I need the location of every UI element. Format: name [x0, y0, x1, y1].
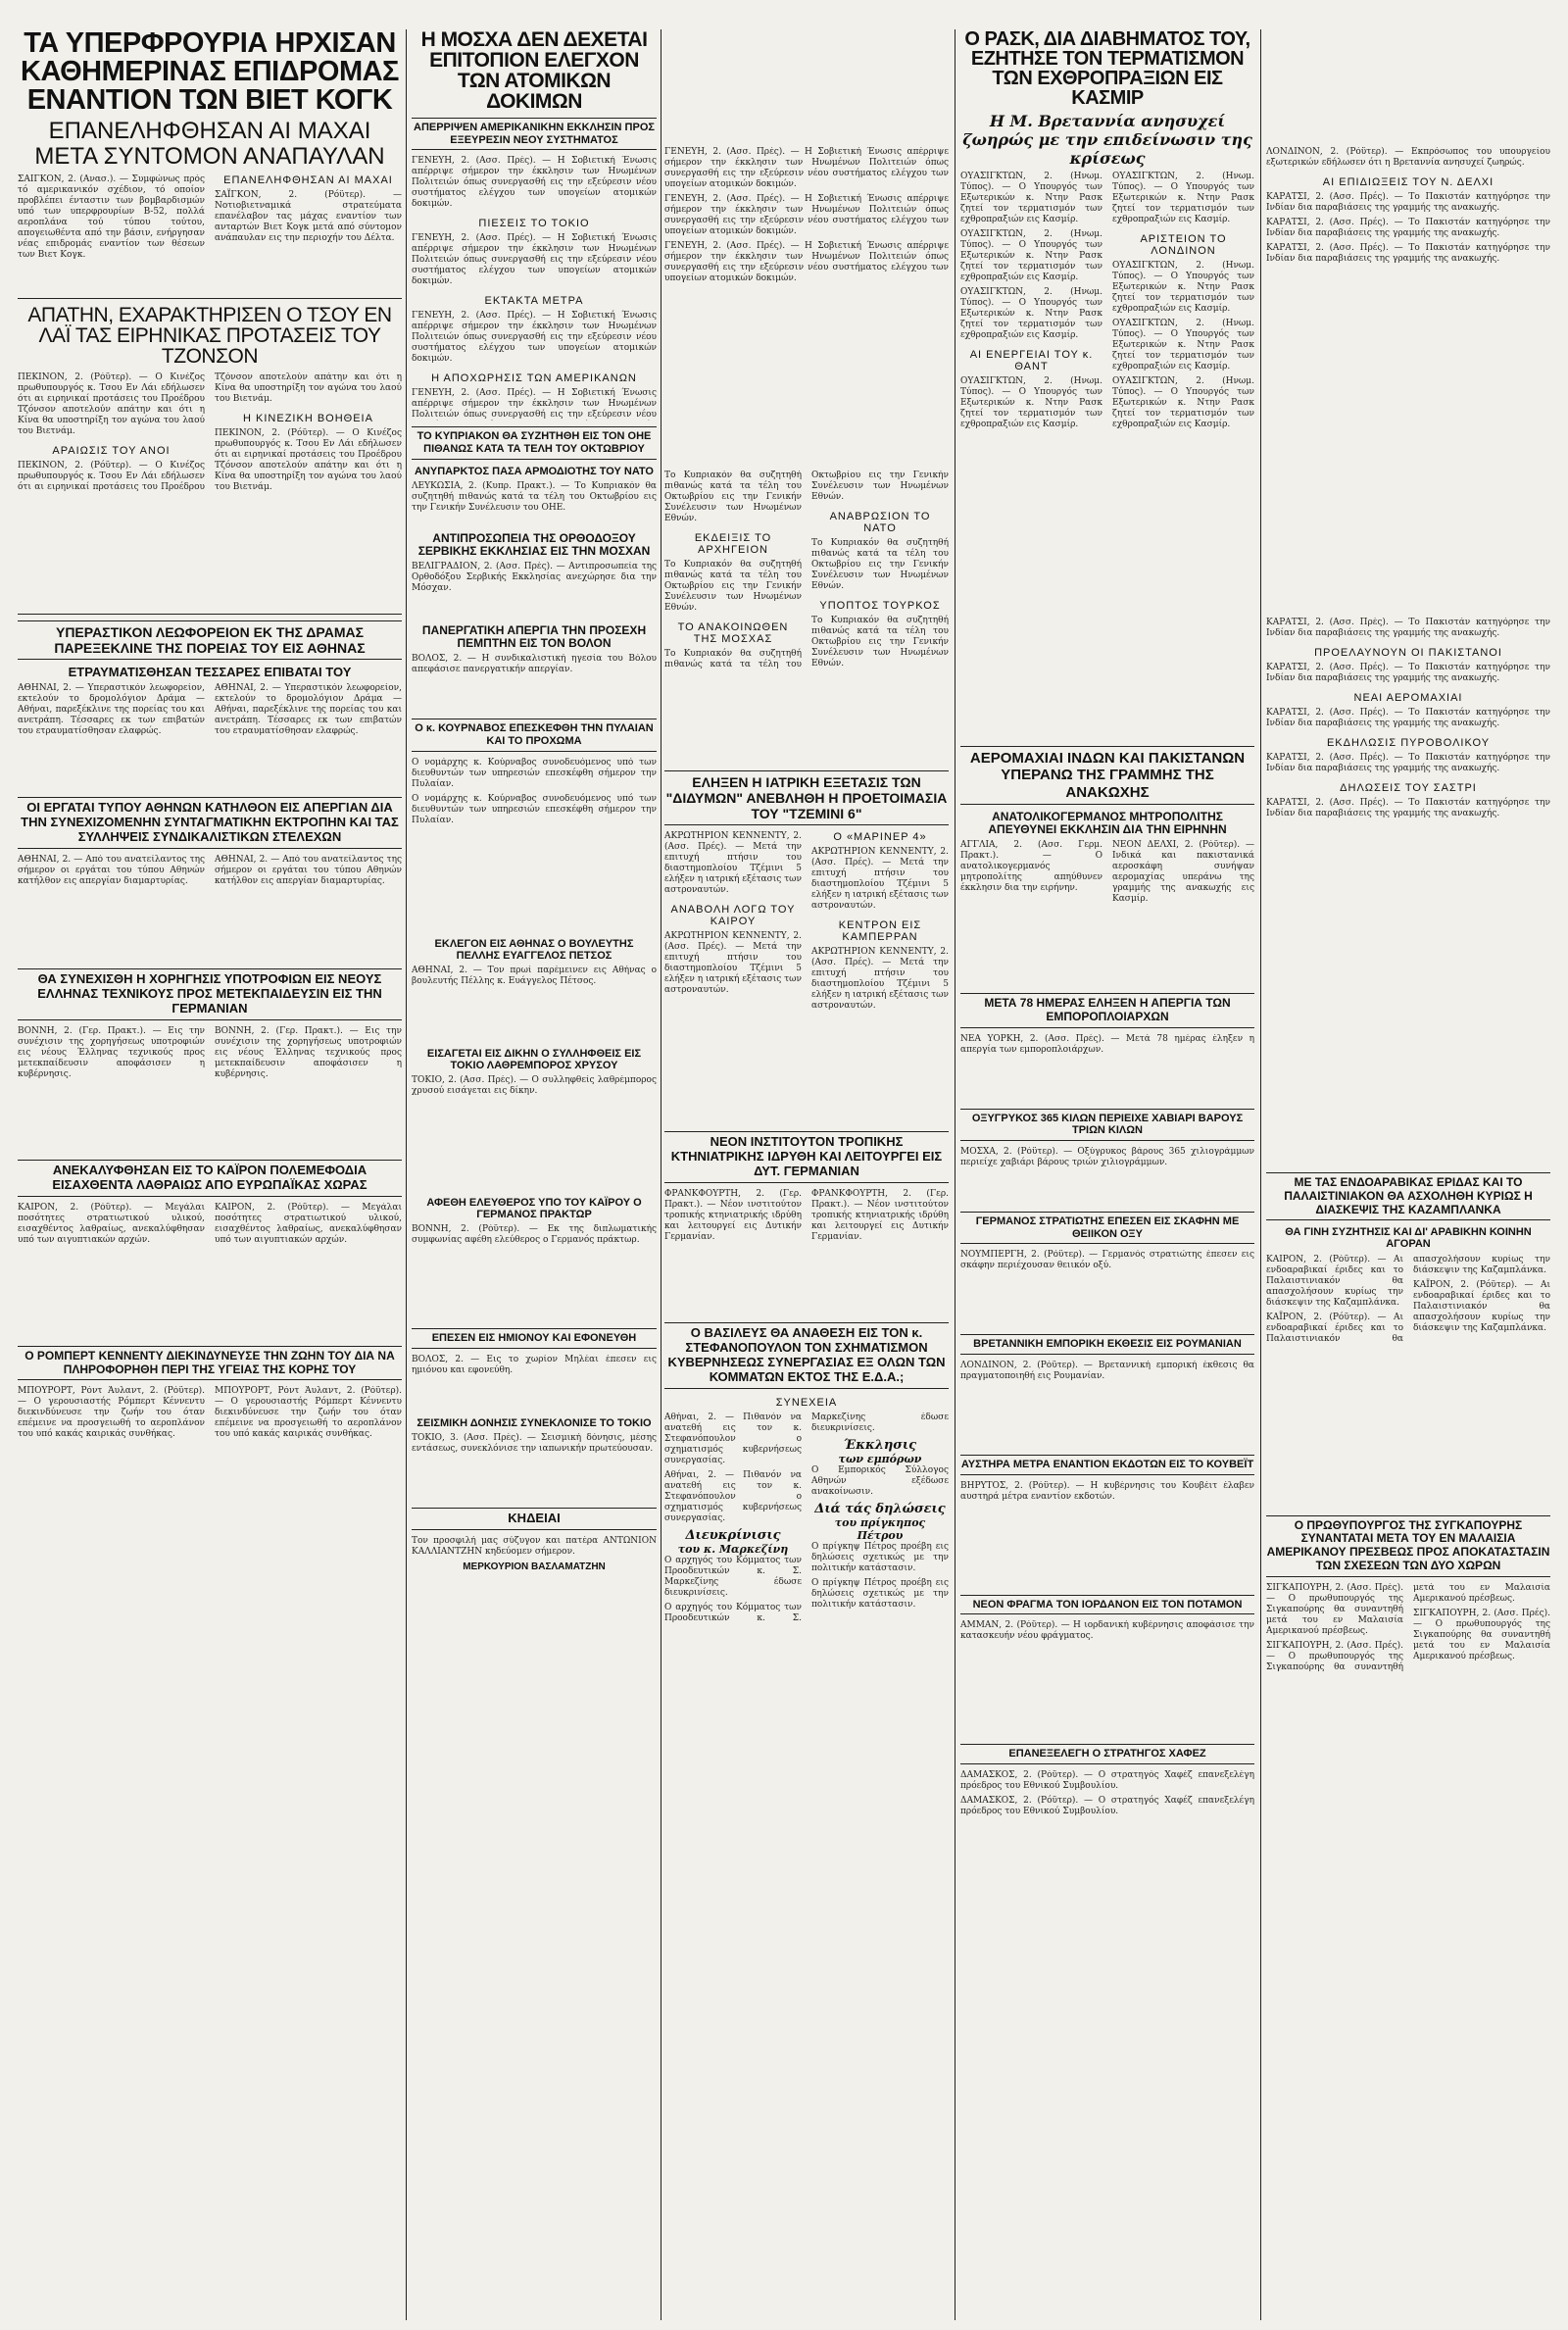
seismic-headline: ΣΕΙΣΜΙΚΗ ΔΟΝΗΣΙΣ ΣΥΝΕΚΛΟΝΙΣΕ ΤΟ ΤΟΚΙΟ [416, 1416, 652, 1429]
markezinis-subtitle: του κ. Μαρκεζίνη [677, 1542, 789, 1556]
markezinis-title: Διευκρίνισις [685, 1527, 781, 1543]
article-body: ΝΕΑ ΥΟΡΚΗ, 2. (Ασσ. Πρές). — Μετά 78 ημέρας έληξεν η απεργία των εμποροπλοιάρχων. [960, 1033, 1254, 1055]
article-body: ΜΟΣΧΑ, 2. (Ρόϋτερ). — Οξύγρυκος βάρους 365 χιλιογράμμων περιείχε χαβιάρι βάρους τριών χιλιογράμμων. [960, 1147, 1254, 1167]
petsos-headline: ΕΚΛΕΓΟΝ ΕΙΣ ΑΘΗΝΑΣ Ο ΒΟΥΛΕΥΤΗΣ ΠΕΛΛΗΣ ΕΥΑΓΓΕΛΟΣ ΠΕΤΣΟΣ [434, 937, 634, 962]
article-body: ΔΑΜΑΣΚΟΣ, 2. (Ρόϋτερ). — Ο στρατηγός Χαφέζ επανεξελέγη πρόεδρος του Εθνικού Συμβουλίου. [960, 1795, 1254, 1816]
rusk-subheadline: Η Μ. Βρεταννία ανησυχεί ζωηρώς με την επιδείνωσιν της κρίσεως [962, 112, 1252, 168]
section-kicker: ΕΚΤΑΚΤΑ ΜΕΤΡΑ [484, 295, 584, 308]
arab-headline: ΜΕ ΤΑΣ ΕΝΔΟΑΡΑΒΙΚΑΣ ΕΡΙΔΑΣ ΚΑΙ ΤΟ ΠΑΛΑΙΣΤΙΝΙΑΚΟΝ ΘΑ ΑΣΧΟΛΗΘΗ ΚΥΡΙΩΣ Η ΔΙΑΣΚΕΨΙΣ ΤΗΣ ΚΑΖΑΜΠΛΑΝΚΑ [1266, 1172, 1550, 1220]
section-kicker: ΑΝΑΒΡΩΣΙΟΝ ΤΟ ΝΑΤΟ [829, 511, 931, 534]
article-body: ΒΟΝΝΗ, 2. (Ρόϋτερ). — Εκ της διπλωματικής συμφωνίας αφέθη ελεύθερος ο Γερμανός πράκτωρ. [412, 1224, 657, 1246]
article-body: ΣΙΓΚΑΠΟΥΡΗ, 2. (Ασσ. Πρές). — Ο πρωθυπουργός της Σιγκαπούρης θα συναντηθή μετά του εν Μαλαισία Αμερικανού πρέσβεως. [1413, 1608, 1550, 1661]
released-headline: ΑΦΕΘΗ ΕΛΕΥΘΕΡΟΣ ΥΠΟ ΤΟΥ ΚΑΪΡΟΥ Ο ΓΕΡΜΑΝΟΣ ΠΡΑΚΤΩΡ [426, 1197, 642, 1221]
section-kicker: ΑΙ ΕΠΙΔΙΩΞΕΙΣ ΤΟΥ Ν. ΔΕΛΧΙ [1322, 176, 1494, 188]
article-body: ΤΟΚΙΟ, 2. (Ασσ. Πρές). — Ο συλληφθείς λαθρέμπορος χρυσού εισάγεται εις δίκην. [412, 1075, 657, 1097]
article-body: ΜΠΟΥΡΟΡΤ, Ρόντ Άυλαντ, 2. (Ρόϋτερ). — Ο γερουσιαστής Ρόμπερτ Κέννεντυ διεκινδύνευσε την ζωήν του όταν επέμεινε να προσγειωθή το αεροπλάνον του υπό κακάς καιρικάς συνθήκας. [215, 1386, 402, 1440]
article-body: Τον προσφιλή μας σύζυγον και πατέρα ΑΝΤΩΝΙΟΝ ΚΑΛΛΙΑΝΤΖΗΝ κηδεύομεν σήμερον. [412, 1535, 657, 1557]
article-body: Το Κυπριακόν θα συζητηθή πιθανώς κατά τα τέλη του Οκτωβρίου εις την Γενικήν Συνέλευσιν των Ηνωμένων Εθνών. [664, 471, 949, 669]
section-kicker: ΑΡΙΣΤΕΙΟΝ ΤΟ ΛΟΝΔΙΝΟΝ [1140, 233, 1227, 257]
caviar-headline: ΟΞΥΓΡΥΚΟΣ 365 ΚΙΛΩΝ ΠΕΡΙΕΙΧΕ ΧΑΒΙΑΡΙ ΒΑΡΟΥΣ ΤΡΙΩΝ ΚΙΛΩΝ [960, 1109, 1254, 1141]
cairo-headline: ΑΝΕΚΑΛΥΦΘΗΣΑΝ ΕΙΣ ΤΟ ΚΑΪΡΟΝ ΠΟΛΕΜΕΦΟΔΙΑ ΕΙΣΑΧΘΕΝΤΑ ΛΑΘΡΑΙΩΣ ΑΠΟ ΕΥΡΩΠΑΪΚΑΣ ΧΩΡΑΣ [18, 1160, 402, 1197]
article-body: ΠΕΚΙΝΟΝ, 2. (Ρόϋτερ). — Ο Κινέζος πρωθυπουργός κ. Τσου Εν Λάι εδήλωσεν ότι αι ειρηνικαί προτάσεις του Προέδρου Τζόνσον αποτελούν απάτην και ότι η Κίνα θα υποστηρίξη τον αγώνα του λαού του Βιετνάμ. [18, 372, 205, 436]
article-body: ΟΥΑΣΙΓΚΤΩΝ, 2. (Ηνωμ. Τύπος). — Ο Υπουργός των Εξωτερικών κ. Ντην Ρασκ ζητεί τον τερματισμόν των εχθροπραξιών εις Κασμίρ. [1112, 319, 1254, 372]
article-body: ΑΚΡΩΤΗΡΙΟΝ ΚΕΝΝΕΝΤΥ, 2. (Ασσ. Πρές). — Μετά την επιτυχή πτήσιν του διαστημοπλοίου Τζέμινι 5 ελήξεν η ιατρική εξέτασις των αστροναυτών. [664, 831, 802, 896]
article-body: ΟΥΑΣΙΓΚΤΩΝ, 2. (Ηνωμ. Τύπος). — Ο Υπουργός των Εξωτερικών κ. Ντην Ρασκ ζητεί τον τερματισμόν των εχθροπραξιών εις Κασμίρ. [960, 229, 1102, 282]
article-body: ΝΕΟΝ ΔΕΛΧΙ, 2. (Ρόϋτερ). — Ινδικά και πακιστανικά αεροσκάφη συνήψαν αερομαχίας υπεράνω της γραμμής της ανακωχής εις Κασμίρ. [1112, 840, 1254, 905]
section-kicker: ΔΗΛΩΣΕΙΣ ΤΟΥ ΣΑΣΤΡΙ [1340, 782, 1477, 794]
article-body: ΚΑΪΡΟΝ, 2. (Ρόϋτερ). — Μεγάλαι ποσότητες στρατιωτικού υλικού, εισαχθέντος λαθραίως, ανεκαλύφθησαν υπό των αιγυπτιακών αρχών. [215, 1202, 402, 1245]
article-body: ΓΕΝΕΥΗ, 2. (Ασσ. Πρές). — Η Σοβιετική Ένωσις απέρριψε σήμερον την έκκλησιν των Ηνωμένων Πολιτειών όπως συνεργασθή εις την εξεύρεσιν νέου συστήματος ελέγχου των υπογείων ατομικών δοκιμών. [664, 194, 949, 236]
article-body: ΑΜΜΑΝ, 2. (Ρόϋτερ). — Η ιορδανική κυβέρνησις αποφάσισε την κατασκευήν νέου φράγματος. [960, 1620, 1254, 1642]
traders-subtitle: των εμπόρων [838, 1452, 922, 1465]
mosca-subheadline: ΑΠΕΡΡΙΨΕΝ ΑΜΕΡΙΚΑΝΙΚΗΝ ΕΚΚΛΗΣΙΝ ΠΡΟΣ ΕΞΕΥΡΕΣΙΝ ΝΕΟΥ ΣΥΣΤΗΜΑΤΟΣ [412, 118, 657, 150]
article-body: ΓΕΝΕΥΗ, 2. (Ασσ. Πρές). — Η Σοβιετική Ένωσις απέρριψε σήμερον την έκκλησιν των Ηνωμένων Πολιτειών όπως συνεργασθή εις την εξεύρεσιν νέου [412, 388, 657, 421]
article-body: ΒΟΛΟΣ, 2. — Η συνδικαλιστική ηγεσία του Βόλου απεφάσισε πανεργατικήν απεργίαν. [412, 654, 657, 675]
article-body: ΣΙΓΚΑΠΟΥΡΗ, 2. (Ασσ. Πρές). — Ο πρωθυπουργός της Σιγκαπούρης θα συναντηθή μετά του εν Μαλαισία Αμερικανού πρέσβεως. [1266, 1582, 1403, 1636]
article-body: ΚΑΪΡΟΝ, 2. (Ρόϋτερ). — Αι ενδοαραβικαί έριδες και το Παλαιστινιακόν θα απασχολήσουν κυρίως την διάσκεψιν της Καζαμπλάνκα. [1413, 1279, 1550, 1333]
column-rule [955, 29, 956, 2320]
article-body: ΑΚΡΩΤΗΡΙΟΝ ΚΕΝΝΕΝΤΥ, 2. (Ασσ. Πρές). — Μετά την επιτυχή πτήσιν του διαστημοπλοίου Τζέμινι 5 ελήξεν η ιατρική εξέτασις των αστροναυτών. [811, 947, 949, 1012]
article-body: ΚΑΡΑΤΣΙ, 2. (Ασσ. Πρές). — Το Πακιστάν κατηγόρησε την Ινδίαν δια παραβιάσεις της γραμμής της ανακωχής. [1266, 192, 1550, 213]
article-body: Ο αρχηγός του Κόμματος των Προοδευτικών κ. Σ. Μαρκεζίνης έδωσε διευκρινίσεις. [664, 1412, 949, 1623]
funeral-name: ΜΕΡΚΟΥΡΙΟΝ ΒΑΣΛΑΜΑΤΖΗΝ [463, 1561, 606, 1572]
column-rule [406, 29, 407, 2320]
section-kicker: ΕΚΔΗΛΩΣΙΣ ΠΥΡΟΒΟΛΙΚΟΥ [1326, 737, 1491, 749]
article-body: ΟΥΑΣΙΓΚΤΩΝ, 2. (Ηνωμ. Τύπος). — Ο Υπουργός των Εξωτερικών κ. Ντην Ρασκ ζητεί τον τερματισμόν των εχθροπραξιών εις Κασμίρ. [1112, 261, 1254, 314]
column-2 [412, 29, 657, 2320]
article-body: ΚΑΪΡΟΝ, 2. (Ρόϋτερ). — Αι ενδοαραβικαί έριδες και το Παλαιστινιακόν θα απασχολήσουν κυρίως την διάσκεψιν της Καζαμπλάνκα. [1266, 1254, 1403, 1308]
article-body: Το Κυπριακόν θα συζητηθή πιθανώς κατά τα τέλη του Οκτωβρίου εις την Γενικήν Συνέλευσιν των Ηνωμένων Εθνών. [664, 471, 802, 523]
column-4 [960, 29, 1254, 2320]
king-headline: Ο ΒΑΣΙΛΕΥΣ ΘΑ ΑΝΑΘΕΣΗ ΕΙΣ ΤΟΝ κ. ΣΤΕΦΑΝΟΠΟΥΛΟΝ ΤΟΝ ΣΧΗΜΑΤΙΣΜΟΝ ΚΥΒΕΡΝΗΣΕΩΣ ΣΥΝΕΡΓΑΣΙΑΣ ΕΞ ΟΛΩΝ ΤΩΝ ΚΟΜΜΑΤΩΝ ΕΚΤΟΣ ΤΗΣ Ε.Δ.Α.; [664, 1322, 949, 1389]
article-body: ΚΑΪΡΟΝ, 2. (Ρόϋτερ). — Μεγάλαι ποσότητες στρατιωτικού υλικού, εισαχθέντος λαθραίως, ανεκαλύφθησαν υπό των αιγυπτιακών αρχών. [18, 1202, 205, 1245]
article-body: ΠΕΚΙΝΟΝ, 2. (Ρόϋτερ). — Ο Κινέζος πρωθυπουργός κ. Τσου Εν Λάι εδήλωσεν ότι αι ειρηνικαί προτάσεις του Προέδρου Τζόνσον αποτελούν απάτην και ότι η Κίνα θα υποστηρίξη τον αγώνα του λαού του Βιετνάμ. [18, 372, 402, 492]
lead-subheadline: ΕΠΑΝΕΛΗΦΘΗΣΑΝ ΑΙ ΜΑΧΑΙ ΜΕΤΑ ΣΥΝΤΟΜΟΝ ΑΝΑΠΑΥΛΑΝ [34, 118, 385, 171]
section-kicker: ΠΡΟΕΛΑΥΝΟΥΝ ΟΙ ΠΑΚΙΣΤΑΝΟΙ [1314, 647, 1502, 659]
article-body: ΣΑΪΓΚΟΝ, 2. (Ρόϋτερ). — Νοτιοβιετναμικά στρατεύματα επανέλαβον τας μάχας εναντίον των ανταρτών Βιετ Κογκ μετά από σύντομον ανάπαυλαν εις την περιοχήν του Δέλτα. [215, 189, 402, 243]
column-5 [1266, 29, 1550, 2320]
lead-headline: ΤΑ ΥΠΕΡΦΡΟΥΡΙΑ ΗΡΧΙΣΑΝ ΚΑΘΗΜΕΡΙΝΑΣ ΕΠΙΔΡΟΜΑΣ ΕΝΑΝΤΙΟΝ ΤΩΝ ΒΙΕΤ ΚΟΓΚ [21, 27, 399, 116]
article-body: Ο νομάρχης κ. Κούρναβος συνοδευόμενος υπό των διευθυντών των υπηρεσιών επεσκέφθη σήμερον την Πυλαίαν. [412, 757, 657, 789]
article-body: ΟΥΑΣΙΓΚΤΩΝ, 2. (Ηνωμ. Τύπος). — Ο Υπουργός των Εξωτερικών κ. Ντην Ρασκ ζητεί τον τερματισμόν των εχθροπραξιών εις Κασμίρ. [960, 172, 1102, 224]
mosca-headline: Η ΜΟΣΧΑ ΔΕΝ ΔΕΧΕΤΑΙ ΕΠΙΤΟΠΙΟΝ ΕΛΕΓΧΟΝ ΤΩΝ ΑΤΟΜΙΚΩΝ ΔΟΚΙΜΩΝ [420, 28, 648, 113]
article-body: Το Κυπριακόν θα συζητηθή πιθανώς κατά τα τέλη του Οκτωβρίου εις την Γενικήν Συνέλευσιν των Ηνωμένων Εθνών. [811, 538, 949, 591]
article-body: ΛΟΝΔΙΝΟΝ, 2. (Ρόϋτερ). — Βρεταννική εμπορική έκθεσις θα πραγματοποιηθή εις Ρουμανίαν. [960, 1360, 1254, 1381]
article-body: ΟΥΑΣΙΓΚΤΩΝ, 2. (Ηνωμ. Τύπος). — Ο Υπουργός των Εξωτερικών κ. Ντην Ρασκ ζητεί τον τερματισμόν των εχθροπραξιών εις Κασμίρ. [1112, 172, 1254, 224]
kuwait-headline: ΑΥΣΤΗΡΑ ΜΕΤΡΑ ΕΝΑΝΤΙΟΝ ΕΚΔΟΤΩΝ ΕΙΣ ΤΟ ΚΟΥΒΕΪΤ [960, 1455, 1254, 1475]
article-body: ΚΑΪΡΟΝ, 2. (Ρόϋτερ). — Αι ενδοαραβικαί έριδες και το Παλαιστινιακόν θα απασχολήσουν κυρίως την διάσκεψιν της Καζαμπλάνκα. [1266, 1254, 1550, 1344]
bus-headline: ΥΠΕΡΑΣΤΙΚΟΝ ΛΕΩΦΟΡΕΙΟΝ ΕΚ ΤΗΣ ΔΡΑΜΑΣ ΠΑΡΕΞΕΚΛΙΝΕ ΤΗΣ ΠΟΡΕΙΑΣ ΤΟΥ ΕΙΣ ΑΘΗΝΑΣ [18, 620, 402, 660]
article-body: ΛΟΝΔΙΝΟΝ, 2. (Ρόϋτερ). — Εκπρόσωπος του υπουργείου εξωτερικών εδήλωσεν ότι η Βρεταννία ανησυχεί ζωηρώς. [1266, 147, 1550, 168]
article-body: Το Κυπριακόν θα συζητηθή πιθανώς κατά τα τέλη του Οκτωβρίου εις την Γενικήν Συνέλευσιν των Ηνωμένων Εθνών. [664, 560, 802, 613]
article-body: ΚΑΡΑΤΣΙ, 2. (Ασσ. Πρές). — Το Πακιστάν κατηγόρησε την Ινδίαν δια παραβιάσεις της γραμμής της ανακωχής. [1266, 218, 1550, 238]
article-body: ΓΕΝΕΥΗ, 2. (Ασσ. Πρές). — Η Σοβιετική Ένωσις απέρριψε σήμερον την έκκλησιν των Ηνωμένων Πολιτειών όπως συνεργασθή εις την εξεύρεσιν νέου συστήματος ελέγχου των υπογείων ατομικών δοκιμών. [412, 233, 657, 287]
arab-subheadline: ΘΑ ΓΙΝΗ ΣΥΖΗΤΗΣΙΣ ΚΑΙ ΔΙ' ΑΡΑΒΙΚΗΝ ΚΟΙΝΗΝ ΑΓΟΡΑΝ [1285, 1226, 1532, 1251]
section-kicker: ΤΟ ΑΝΑΚΟΙΝΩΘΕΝ ΤΗΣ ΜΟΣΧΑΣ [677, 621, 789, 645]
section-kicker: Ο «ΜΑΡΙΝΕΡ 4» [833, 831, 927, 844]
rusk-headline: Ο ΡΑΣΚ, ΔΙΑ ΔΙΑΒΗΜΑΤΟΣ ΤΟΥ, ΕΖΗΤΗΣΕ ΤΟΝ ΤΕΡΜΑΤΙΣΜΟΝ ΤΩΝ ΕΧΘΡΟΠΡΑΞΙΩΝ ΕΙΣ ΚΑΣΜΙΡ [964, 28, 1250, 109]
article-body: Αθήναι, 2. — Πιθανόν να ανατεθή εις τον κ. Στεφανόπουλον ο σχηματισμός κυβερνήσεως συνεργασίας. [664, 1412, 802, 1465]
section-kicker: ΑΙ ΕΝΕΡΓΕΙΑΙ ΤΟΥ κ. ΘΑΝΤ [969, 349, 1094, 372]
article-body: ΒΟΛΟΣ, 2. — Εις το χωρίον Μηλέαι έπεσεν εις ημιόνου και εφονεύθη. [412, 1354, 657, 1375]
jordan-headline: ΝΕΟΝ ΦΡΑΓΜΑ ΤΟΝ ΙΟΡΔΑΝΟΝ ΕΙΣ ΤΟΝ ΠΟΤΑΜΟΝ [960, 1595, 1254, 1615]
india-headline: ΑΕΡΟΜΑΧΙΑΙ ΙΝΔΩΝ ΚΑΙ ΠΑΚΙΣΤΑΝΩΝ ΥΠΕΡΑΝΩ ΤΗΣ ΓΡΑΜΜΗΣ ΤΗΣ ΑΝΑΚΩΧΗΣ [960, 746, 1254, 805]
ephorate-headline: ΕΠΕΣΕΝ ΕΙΣ ΗΜΙΟΝΟΥ ΚΑΙ ΕΦΟΝΕΥΘΗ [412, 1328, 657, 1349]
section-kicker: ΚΕΝΤΡΟΝ ΕΙΣ ΚΑΜΠΕΡΡΑΝ [838, 919, 922, 944]
article-body: ΑΚΡΩΤΗΡΙΟΝ ΚΕΝΝΕΝΤΥ, 2. (Ασσ. Πρές). — Μετά την επιτυχή πτήσιν του διαστημοπλοίου Τζέμινι 5 ελήξεν η ιατρική εξέτασις των αστροναυτών. [811, 847, 949, 912]
article-body: ΚΑΡΑΤΣΙ, 2. (Ασσ. Πρές). — Το Πακιστάν κατηγόρησε την Ινδίαν δια παραβιάσεις της γραμμής της ανακωχής. [1266, 798, 1550, 818]
section-kicker: ΕΠΑΝΕΛΗΦΘΗΣΑΝ ΑΙ ΜΑΧΑΙ [223, 174, 393, 186]
cyprus-subheadline: ΑΝΥΠΑΡΚΤΟΣ ΠΑΣΑ ΑΡΜΟΔΙΟΤΗΣ ΤΟΥ ΝΑΤΟ [415, 465, 654, 477]
article-body: ΓΕΝΕΥΗ, 2. (Ασσ. Πρές). — Η Σοβιετική Ένωσις απέρριψε σήμερον την έκκλησιν των Ηνωμένων Πολιτειών όπως συνεργασθή εις την εξεύρεσιν νέου συστήματος ελέγχου των υπογείων ατομικών δοκιμών. [412, 156, 657, 210]
workers-headline: ΟΙ ΕΡΓΑΤΑΙ ΤΥΠΟΥ ΑΘΗΝΩΝ ΚΑΤΗΛΘΟΝ ΕΙΣ ΑΠΕΡΓΙΑΝ ΔΙΑ ΤΗΝ ΣΥΝΕΧΙΖΟΜΕΝΗΝ ΣΥΝΤΑΓΜΑΤΙΚΗΝ ΕΚΤΡΟΠΗΝ ΚΑΙ ΤΑΣ ΣΥΛΛΗΨΕΙΣ ΣΥΝΔΙΚΑΛΙΣΤΙΚΩΝ ΣΤΕΛΕΧΩΝ [18, 797, 402, 849]
article-body: Ο νομάρχης κ. Κούρναβος συνοδευόμενος υπό των διευθυντών των υπηρεσιών επεσκέφθη σήμερον την Πυλαίαν. [412, 793, 657, 825]
article-body: ΓΕΝΕΥΗ, 2. (Ασσ. Πρές). — Η Σοβιετική Ένωσις απέρριψε σήμερον την έκκλησιν των Ηνωμένων Πολιτειών όπως συνεργασθή εις την εξεύρεσιν νέου συστήματος ελέγχου των υπογείων ατομικών δοκιμών. [664, 147, 949, 189]
traders-title: Έκκλησις [843, 1437, 917, 1453]
article-body: ΒΟΝΝΗ, 2. (Γερ. Πρακτ.). — Εις την συνέχισιν της χορηγήσεως υποτροφιών εις νέους Έλληνας τεχνικούς προς μετεκπαίδευσιν αποφάσισεν η κυβέρνησις. [215, 1025, 402, 1079]
article-body: ΓΕΝΕΥΗ, 2. (Ασσ. Πρές). — Η Σοβιετική Ένωσις απέρριψε σήμερον την έκκλησιν των Ηνωμένων Πολιτειών όπως συνεργασθή εις την εξεύρεσιν νέου συστήματος ελέγχου των υπογείων ατομικών δοκιμών. [412, 311, 657, 365]
article-body: ΣΙΓΚΑΠΟΥΡΗ, 2. (Ασσ. Πρές). — Ο πρωθυπουργός της Σιγκαπούρης θα συναντηθή μετά του εν Μαλαισία Αμερικανού πρέσβεως. [1266, 1582, 1550, 1672]
article-body: Ο αρχηγός του Κόμματος των Προοδευτικών κ. Σ. Μαρκεζίνης έδωσε διευκρινίσεις. [664, 1555, 802, 1598]
bus-subheadline: ΕΤΡΑΥΜΑΤΙΣΘΗΣΑΝ ΤΕΣΣΑΡΕΣ ΕΠΙΒΑΤΑΙ ΤΟΥ [68, 664, 352, 679]
soldier-headline: ΓΕΡΜΑΝΟΣ ΣΤΡΑΤΙΩΤΗΣ ΕΠΕΣΕΝ ΕΙΣ ΣΚΑΦΗΝ ΜΕ ΘΕΙΙΚΟΝ ΟΞΥ [960, 1212, 1254, 1244]
peter-title: Διά τάς δηλώσεις [814, 1501, 946, 1516]
grants-headline: ΘΑ ΣΥΝΕΧΙΣΘΗ Η ΧΟΡΗΓΗΣΙΣ ΥΠΟΤΡΟΦΙΩΝ ΕΙΣ ΝΕΟΥΣ ΕΛΛΗΝΑΣ ΤΕΧΝΙΚΟΥΣ ΠΡΟΣ ΜΕΤΕΚΠΑΙΔΕΥΣΙΝ ΕΙΣ ΤΗΝ ΓΕΡΜΑΝΙΑΝ [18, 968, 402, 1020]
section-kicker: ΕΚΔΕΙΞΙΣ ΤΟ ΑΡΧΗΓΕΙΟΝ [694, 532, 772, 556]
article-body: ΜΠΟΥΡΟΡΤ, Ρόντ Άυλαντ, 2. (Ρόϋτερ). — Ο γερουσιαστής Ρόμπερτ Κέννεντυ διεκινδύνευσε την ζωήν του όταν επέμεινε να προσγειωθή το αεροπλάνον του υπό κακάς καιρικάς συνθήκας. [18, 1386, 205, 1440]
kennedy-headline: Ο ΡΟΜΠΕΡΤ ΚΕΝΝΕΝΤΥ ΔΙΕΚΙΝΔΥΝΕΥΣΕ ΤΗΝ ΖΩΗΝ ΤΟΥ ΔΙΑ ΝΑ ΠΛΗΡΟΦΟΡΗΘΗ ΠΕΡΙ ΤΗΣ ΥΓΕΙΑΣ ΤΗΣ ΚΟΡΗΣ ΤΟΥ [18, 1346, 402, 1381]
article-body: ΑΘΗΝΑΙ, 2. — Υπεραστικόν λεωφορείον, εκτελούν το δρομολόγιον Δράμα — Αθήναι, παρεξέκλινε της πορείας του και ανετράπη. Τέσσαρες εκ των επιβατών του ετραυματίσθησαν ελαφρώς. [18, 683, 205, 737]
section-kicker: Η ΑΠΟΧΩΡΗΣΙΣ ΤΩΝ ΑΜΕΡΙΚΑΝΩΝ [431, 372, 637, 385]
section-kicker: ΣΥΝΕΧΕΙΑ [775, 1396, 838, 1409]
article-body: ΑΘΗΝΑΙ, 2. — Τον πρωί παρέμεινεν εις Αθήνας ο βουλευτής Πέλλης κ. Ευάγγελος Πέτσος. [412, 965, 657, 986]
strike78-headline: ΜΕΤΑ 78 ΗΜΕΡΑΣ ΕΛΗΞΕΝ Η ΑΠΕΡΓΙΑ ΤΩΝ ΕΜΠΟΡΟΠΛΟΙΑΡΧΩΝ [960, 993, 1254, 1028]
article-body: Αθήναι, 2. — Πιθανόν να ανατεθή εις τον κ. Στεφανόπουλον ο σχηματισμός κυβερνήσεως συνεργασίας. [664, 1469, 802, 1523]
article-body: ΑΘΗΝΑΙ, 2. — Υπεραστικόν λεωφορείον, εκτελούν το δρομολόγιον Δράμα — Αθήναι, παρεξέκλινε της πορείας του και ανετράπη. Τέσσαρες εκ των επιβατών του ετραυματίσθησαν ελαφρώς. [215, 683, 402, 737]
funeral-title: ΚΗΔΕΙΑΙ [412, 1508, 657, 1530]
cyprus-headline: ΤΟ ΚΥΠΡΙΑΚΟΝ ΘΑ ΣΥΖΗΤΗΘΗ ΕΙΣ ΤΟΝ ΟΗΕ ΠΙΘΑΝΩΣ ΚΑΤΑ ΤΑ ΤΕΛΗ ΤΟΥ ΟΚΤΩΒΡΙΟΥ [412, 426, 657, 459]
article-body: ΒΟΝΝΗ, 2. (Γερ. Πρακτ.). — Εις την συνέχισιν της χορηγήσεως υποτροφιών εις νέους Έλληνας τεχνικούς προς μετεκπαίδευσιν αποφάσισεν η κυβέρνησις. [18, 1025, 205, 1079]
section-kicker: ΥΠΟΠΤΟΣ ΤΟΥΡΚΟΣ [819, 600, 941, 612]
article-body: ΝΟΥΜΠΕΡΓΗ, 2. (Ρόϋτερ). — Γερμανός στρατιώτης έπεσεν εις σκάφην περιέχουσαν θειικόν οξύ. [960, 1250, 1254, 1271]
article-body: ΑΘΗΝΑΙ, 2. — Από του ανατείλαντος της σήμερον οι εργάται του τύπου Αθηνών κατήλθον εις απεργίαν διαμαρτυρίας. [18, 855, 205, 887]
article-body: ΣΑΪΓΚΟΝ, 2. (Ανασ.). — Συμφώνως πρός τό αμερικανικόν σχέδιον, τό οποίον προβλέπει ένταστιν των βομβαρδισμών υπό των υπερφρουρίων Β-52, πολλά αεροπλάνα τού τύπου τούτου, απογειωθέντα από την βάσιν, ενήργησαν νέας επιδρομάς εναντίον των θέσεων των Βιετ Κογκ. [18, 174, 205, 260]
article-body: ΦΡΑΝΚΦΟΥΡΤΗ, 2. (Γερ. Πρακτ.). — Νέον ινστιτούτον τροπικής κτηνιατρικής ιδρύθη και λειτουργεί εις Δυτικήν Γερμανίαν. [664, 1189, 802, 1243]
article-body: ΟΥΑΣΙΓΚΤΩΝ, 2. (Ηνωμ. Τύπος). — Ο Υπουργός των Εξωτερικών κ. Ντην Ρασκ ζητεί τον τερματισμόν των εχθροπραξιών εις Κασμίρ. [960, 376, 1102, 429]
article-body: Το Κυπριακόν θα συζητηθή πιθανώς κατά τα τέλη του Οκτωβρίου εις την Γενικήν Συνέλευσιν των Ηνωμένων Εθνών. [811, 616, 949, 669]
tropical-headline: ΝΕΟΝ ΙΝΣΤΙΤΟΥΤΟΝ ΤΡΟΠΙΚΗΣ ΚΤΗΝΙΑΤΡΙΚΗΣ ΙΔΡΥΘΗ ΚΑΙ ΛΕΙΤΟΥΡΓΕΙ ΕΙΣ ΔΥΤ. ΓΕΡΜΑΝΙΑΝ [664, 1131, 949, 1183]
orthodox-headline: ΑΝΤΙΠΡΟΣΩΠΕΙΑ ΤΗΣ ΟΡΘΟΔΟΞΟΥ ΣΕΡΒΙΚΗΣ ΕΚΚΛΗΣΙΑΣ ΕΙΣ ΤΗΝ ΜΟΣΧΑΝ [417, 530, 651, 558]
article-body: Ο Εμπορικός Σύλλογος Αθηνών εξέδωσε ανακοίνωσιν. [811, 1464, 949, 1497]
kournabos-headline: Ο κ. ΚΟΥΡΝΑΒΟΣ ΕΠΕΣΚΕΦΘΗ ΤΗΝ ΠΥΛΑΙΑΝ ΚΑΙ ΤΟ ΠΡΟΧΩΜΑ [412, 719, 657, 751]
malaysia-headline: Ο ΠΡΩΘΥΠΟΥΡΓΟΣ ΤΗΣ ΣΥΓΚΑΠΟΥΡΗΣ ΣΥΝΑΝΤΑΤΑΙ ΜΕΤΑ ΤΟΥ ΕΝ ΜΑΛΑΙΣΙΑ ΑΜΕΡΙΚΑΝΟΥ ΠΡΕΣΒΕΩΣ ΠΡΟΣ ΑΠΟΚΑΤΑΣΤΑΣΙΝ ΤΩΝ ΣΧΕΣΕΩΝ ΤΩΝ ΔΥΟ ΧΩΡΩΝ [1266, 1515, 1550, 1577]
column-3 [664, 29, 949, 2320]
article-body: ΛΕΥΚΩΣΙΑ, 2. (Κυπρ. Πρακτ.). — Το Κυπριακόν θα συζητηθή πιθανώς κατά τα τέλη του Οκτωβρίου εις την Γενικήν Συνέλευσιν του ΟΗΕ. [412, 480, 657, 513]
twins-headline: ΕΛΗΞΕΝ Η ΙΑΤΡΙΚΗ ΕΞΕΤΑΣΙΣ ΤΩΝ "ΔΙΔΥΜΩΝ" ΑΝΕΒΛΗΘΗ Η ΠΡΟΕΤΟΙΜΑΣΙΑ ΤΟΥ "ΤΖΕΜΙΝΙ 6" [664, 770, 949, 825]
article-body: ΚΑΡΑΤΣΙ, 2. (Ασσ. Πρές). — Το Πακιστάν κατηγόρησε την Ινδίαν δια παραβιάσεις της γραμμής της ανακωχής. [1266, 753, 1550, 773]
article-body: ΓΕΝΕΥΗ, 2. (Ασσ. Πρές). — Η Σοβιετική Ένωσις απέρριψε σήμερον την έκκλησιν των Ηνωμένων Πολιτειών όπως συνεργασθή εις την εξεύρεσιν νέου συστήματος ελέγχου των υπογείων ατομικών δοκιμών. [664, 241, 949, 283]
column-1 [18, 29, 402, 2320]
article-body: ΑΓΓΛΙΑ, 2. (Ασσ. Γερμ. Πρακτ.). — Ο ανατολικογερμανός μητροπολίτης απηύθυνεν έκκλησιν δια την ειρήνην. [960, 840, 1102, 894]
metro-headline: ΑΝΑΤΟΛΙΚΟΓΕΡΜΑΝΟΣ ΜΗΤΡΟΠΟΛΙΤΗΣ ΑΠΕΥΘΥΝΕΙ ΕΚΚΛΗΣΙΝ ΔΙΑ ΤΗΝ ΕΙΡΗΝΗΝ [988, 809, 1227, 836]
article-body: ΦΡΑΝΚΦΟΥΡΤΗ, 2. (Γερ. Πρακτ.). — Νέον ινστιτούτον τροπικής κτηνιατρικής ιδρύθη και λειτουργεί εις Δυτικήν Γερμανίαν. [811, 1189, 949, 1243]
romania-headline: ΒΡΕΤΑΝΝΙΚΗ ΕΜΠΟΡΙΚΗ ΕΚΘΕΣΙΣ ΕΙΣ ΡΟΥΜΑΝΙΑΝ [960, 1334, 1254, 1355]
article-body: ΠΕΚΙΝΟΝ, 2. (Ρόϋτερ). — Ο Κινέζος πρωθυπουργός κ. Τσου Εν Λάι εδήλωσεν ότι αι ειρηνικαί προτάσεις του Προέδρου Τζόνσον αποτελούν απάτην και ότι η Κίνα θα υποστηρίξη τον αγώνα του λαού του Βιετνάμ. [215, 427, 402, 492]
section-kicker: Η ΚΙΝΕΖΙΚΗ ΒΟΗΘΕΙΑ [243, 412, 373, 424]
section-kicker: ΑΡΑΙΩΣΙΣ ΤΟΥ ΑΝΟΙ [52, 444, 171, 457]
section-kicker: ΝΕΑΙ ΑΕΡΟΜΑΧΙΑΙ [1353, 692, 1463, 704]
article-body: ΑΘΗΝΑΙ, 2. — Από του ανατείλαντος της σήμερον οι εργάται του τύπου Αθηνών κατήλθον εις απεργίαν διαμαρτυρίας. [215, 855, 402, 887]
section-kicker: ΑΝΑΒΟΛΗ ΛΟΓΩ ΤΟΥ ΚΑΙΡΟΥ [670, 904, 796, 928]
article-body: ΑΚΡΩΤΗΡΙΟΝ ΚΕΝΝΕΝΤΥ, 2. (Ασσ. Πρές). — Μετά την επιτυχή πτήσιν του διαστημοπλοίου Τζέμινι 5 ελήξεν η ιατρική εξέτασις των αστροναυτών. [664, 931, 802, 996]
column-rule [1260, 29, 1261, 2320]
article-body: ΚΑΡΑΤΣΙ, 2. (Ασσ. Πρές). — Το Πακιστάν κατηγόρησε την Ινδίαν δια παραβιάσεις της γραμμής της ανακωχής. [1266, 243, 1550, 264]
column-rule [661, 29, 662, 2320]
article-body: ΚΑΡΑΤΣΙ, 2. (Ασσ. Πρές). — Το Πακιστάν κατηγόρησε την Ινδίαν δια παραβιάσεις της γραμμής της ανακωχής. [1266, 618, 1550, 638]
article-body: ΚΑΡΑΤΣΙ, 2. (Ασσ. Πρές). — Το Πακιστάν κατηγόρησε την Ινδίαν δια παραβιάσεις της γραμμής της ανακωχής. [1266, 663, 1550, 683]
gold-headline: ΕΙΣΑΓΕΤΑΙ ΕΙΣ ΔΙΚΗΝ Ο ΣΥΛΛΗΦΘΕΙΣ ΕΙΣ ΤΟΚΙΟ ΛΑΘΡΕΜΠΟΡΟΣ ΧΡΥΣΟΥ [426, 1047, 642, 1071]
strike-headline: ΠΑΝΕΡΓΑΤΙΚΗ ΑΠΕΡΓΙΑ ΤΗΝ ΠΡΟΣΕΧΗ ΠΕΜΠΤΗΝ ΕΙΣ ΤΟΝ ΒΟΛΟΝ [421, 623, 647, 651]
article-body: Ο πρίγκηψ Πέτρος προέβη εις δηλώσεις σχετικώς με την πολιτικήν κατάστασιν. [811, 1577, 949, 1610]
article-body: ΒΕΛΙΓΡΑΔΙΟΝ, 2. (Ασσ. Πρές). — Αντιπροσωπεία της Ορθοδόξου Σερβικής Εκκλησίας ανεχώρησε δια την Μόσχαν. [412, 562, 657, 594]
article-body: ΤΟΚΙΟ, 3. (Ασσ. Πρές). — Σεισμική δόνησις, μέσης εντάσεως, συνεκλόνισε την ιαπωνικήν πρωτεύουσαν. [412, 1432, 657, 1454]
peter-subtitle: του πρίγκηπος Πέτρου [834, 1515, 926, 1542]
section-kicker: ΠΙΕΣΕΙΣ ΤΟ ΤΟΚΙΟ [478, 218, 590, 230]
article-body: ΟΥΑΣΙΓΚΤΩΝ, 2. (Ηνωμ. Τύπος). — Ο Υπουργός των Εξωτερικών κ. Ντην Ρασκ ζητεί τον τερματισμόν των εχθροπραξιών εις Κασμίρ. [1112, 376, 1254, 429]
article-body: ΔΑΜΑΣΚΟΣ, 2. (Ρόϋτερ). — Ο στρατηγός Χαφέζ επανεξελέγη πρόεδρος του Εθνικού Συμβουλίου. [960, 1769, 1254, 1791]
article-body: ΒΗΡΥΤΟΣ, 2. (Ρόϋτερ). — Η κυβέρνησις του Κουβέιτ έλαβεν αυστηρά μέτρα εναντίον εκδοτών. [960, 1480, 1254, 1502]
article-body: ΟΥΑΣΙΓΚΤΩΝ, 2. (Ηνωμ. Τύπος). — Ο Υπουργός των Εξωτερικών κ. Ντην Ρασκ ζητεί τον τερματισμόν των εχθροπραξιών εις Κασμίρ. [960, 287, 1102, 340]
article-body: Ο πρίγκηψ Πέτρος προέβη εις δηλώσεις σχετικώς με την πολιτικήν κατάστασιν. [811, 1541, 949, 1573]
article-body: ΚΑΡΑΤΣΙ, 2. (Ασσ. Πρές). — Το Πακιστάν κατηγόρησε την Ινδίαν δια παραβιάσεις της γραμμής της ανακωχής. [1266, 708, 1550, 728]
tsou-headline: ΑΠΑΤΗΝ, ΕΧΑΡΑΚΤΗΡΙΣΕΝ Ο ΤΣΟΥ ΕΝ ΛΑΪ ΤΑΣ ΕΙΡΗΝΙΚΑΣ ΠΡΟΤΑΣΕΙΣ ΤΟΥ ΤΖΟΝΣΟΝ [27, 303, 392, 368]
general-headline: ΕΠΑΝΕΞΕΛΕΓΗ Ο ΣΤΡΑΤΗΓΟΣ ΧΑΦΕΖ [960, 1744, 1254, 1764]
